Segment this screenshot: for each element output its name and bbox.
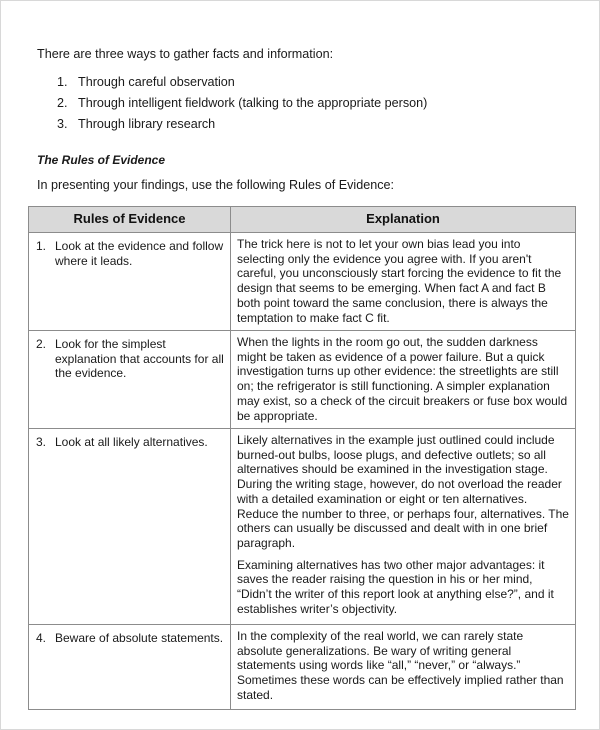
list-item xyxy=(57,96,427,117)
table-row xyxy=(29,429,576,625)
ways-list xyxy=(57,75,427,138)
explanation-paragraph: The trick here is not to let your own bias lead you into selecting only the evidence you agree with. If you aren't careful, you unconsciously start forcing the evidence to fit the design that seems to be emerging. When fact A and fact B both point toward the same conclusion, there is always the temptation to make fact C fit. xyxy=(237,237,562,325)
column-header-explanation: Explanation xyxy=(231,207,576,233)
explanation-cell xyxy=(231,625,576,710)
rules-table xyxy=(28,206,576,710)
rule-text: Beware of absolute statements. xyxy=(55,631,224,645)
list-text: Through intelligent fieldwork (talking to the appropriate person) xyxy=(78,96,428,110)
explanation-paragraph: Likely alternatives in the example just outlined could include burned-out bulbs, loose plugs, and defective outlets; so all alternatives should be examined in the investigation stage. During the writing stage, however, do not overload the reader with a detailed examination or eight or ten alternatives. Reduce the number to three, or perhaps four, alternatives. The others can usually be discussed and dealt with in one brief paragraph. xyxy=(237,433,569,550)
list-item xyxy=(57,117,427,138)
explanation-paragraph: In the complexity of the real world, we can rarely state absolute generalizations. Be wary of writing general statements using words like “all,” “never,” or “always.” Sometimes these words can be effectively implied rather than stated. xyxy=(237,629,564,702)
rule-number: 4. xyxy=(36,631,47,645)
list-text: Through library research xyxy=(78,117,216,131)
rule-text: Look at the evidence and follow where it leads. xyxy=(55,239,224,268)
explanation-paragraph: When the lights in the room go out, the sudden darkness might be taken as evidence of a power failure. But a quick investigation turns up other evidence: the streetlights are still on; the refrigerator is still functioning. A simpler explanation may exist, so a check of the circuit breakers or fuse box would be appropriate. xyxy=(237,335,568,423)
table-header-row xyxy=(29,207,576,233)
column-header-rules: Rules of Evidence xyxy=(29,207,231,233)
explanation-cell xyxy=(231,233,576,331)
section-title: The Rules of Evidence xyxy=(37,153,166,167)
rule-cell xyxy=(29,233,231,331)
rule-text: Look for the simplest explanation that accounts for all the evidence. xyxy=(55,337,224,381)
list-item xyxy=(57,75,427,96)
explanation-cell xyxy=(231,331,576,429)
rule-cell xyxy=(29,625,231,710)
list-number: 1. xyxy=(57,75,68,89)
rule-cell xyxy=(29,331,231,429)
table-row xyxy=(29,625,576,710)
explanation-paragraph: Examining alternatives has two other major advantages: it saves the reader raising the question in his or her mind, “Didn’t the writer of this report look at anything else?”, and it establishes writer’s objectivity. xyxy=(237,557,554,616)
table-row xyxy=(29,331,576,429)
list-number: 3. xyxy=(57,117,68,131)
rule-number: 1. xyxy=(36,239,47,253)
rule-number: 2. xyxy=(36,337,47,351)
table-row xyxy=(29,233,576,331)
intro-text: There are three ways to gather facts and information: xyxy=(37,47,334,61)
rule-cell xyxy=(29,429,231,625)
rule-text: Look at all likely alternatives. xyxy=(55,435,208,449)
list-text: Through careful observation xyxy=(78,75,235,89)
explanation-cell xyxy=(231,429,576,625)
rule-number: 3. xyxy=(36,435,47,449)
lead-text: In presenting your findings, use the following Rules of Evidence: xyxy=(37,178,395,192)
list-number: 2. xyxy=(57,96,68,110)
